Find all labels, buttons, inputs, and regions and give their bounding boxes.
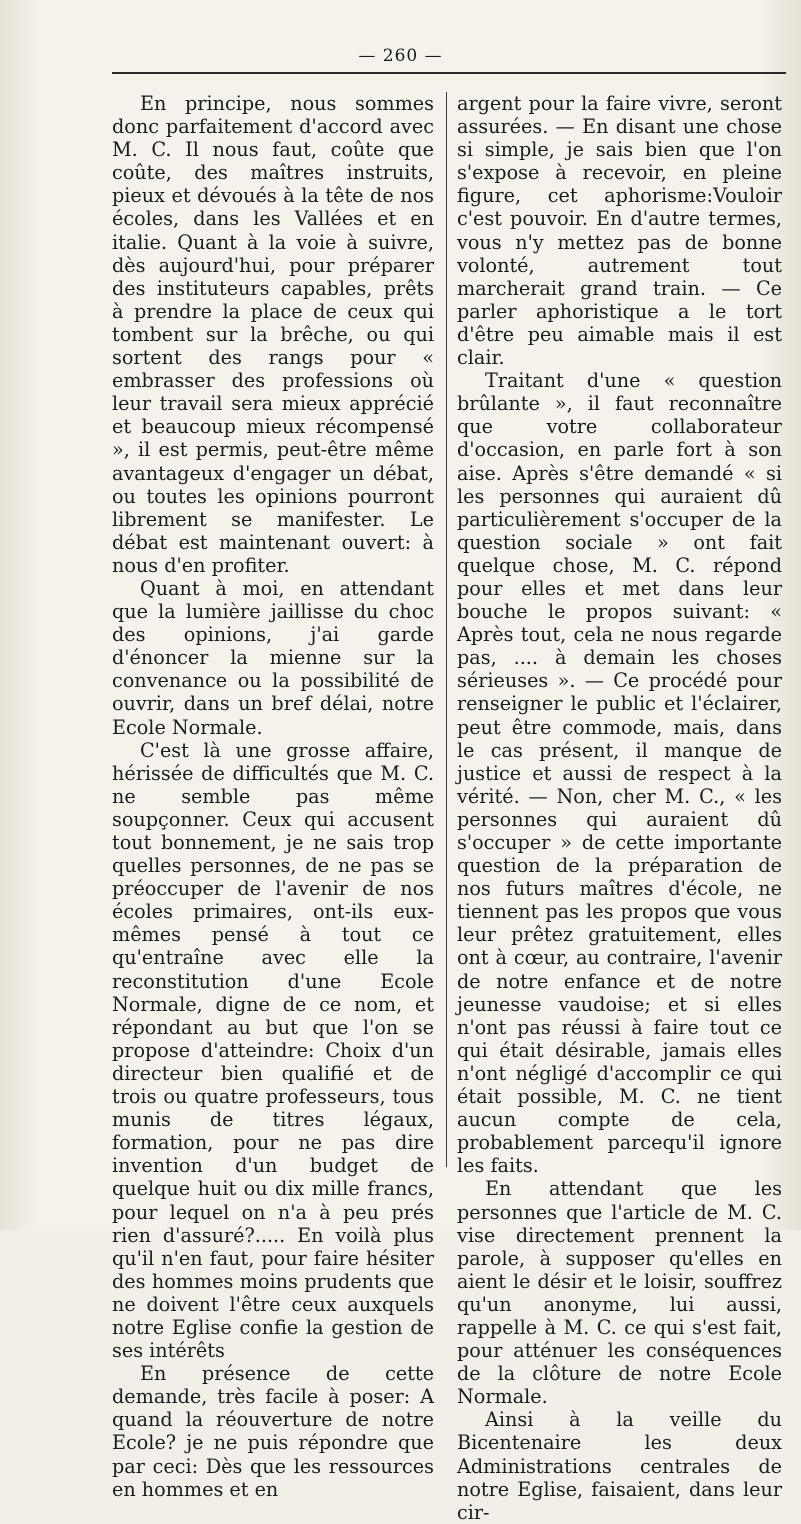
paragraph-continued: argent pour la faire vivre, seront assurées. — En disant une chose si simple, je sais bien que l'on s'expose à recevoir, en pleine figure, cet aphorisme:Vouloir c'est pouvoir. En d'autre termes, vous n'y mettez pas de bonne volonté, autrement tout marcherait grand train. — Ce parler aphoristique a le tort d'être peu aimable mais il est clair. <box>457 92 782 370</box>
paragraph: Ainsi à la veille du Bicentenaire les deux Administrations centrales de notre Eglise, faisaient, dans leur cir- <box>457 1408 782 1524</box>
paragraph: En présence de cette demande, très facile à poser: A quand la réouverture de notre Ecole? je ne puis répondre que par ceci: Dès que les ressources en hommes et en <box>112 1362 434 1501</box>
paragraph: Traitant d'une « question brûlante », il faut reconnaître que votre collaborateur d'occasion, en parle fort à son aise. Après s'être demandé « si les personnes qui auraient dû particulièrement s'occuper de la question sociale » ont fait quelque chose, M. C. répond pour elles et met dans leur bouche le propos suivant: « Après tout, cela ne nous regarde pas, .... à demain les choses sérieuses ». — Ce procédé pour renseigner le public et l'éclairer, peut être commode, mais, dans le cas présent, il manque de justice et aussi de respect à la vérité. — Non, cher M. C., « les personnes qui auraient dû s'occuper » de cette importante question de la préparation de nos futurs maîtres d'école, ne tiennent pas les propos que vous leur prêtez gratuitement, elles ont à cœur, au contraire, l'avenir de notre enfance et de notre jeunesse vaudoise; et si elles n'ont pas réussi à faire tout ce qui était désirable, jamais elles n'ont négligé d'accomplir ce qui était possible, M. C. ne tient aucun compte de cela, probablement parcequ'il ignore les faits. <box>457 369 782 1178</box>
paragraph: Quant à moi, en attendant que la lumière jaillisse du choc des opinions, j'ai garde d'énoncer la mienne sur la convenance ou la possibilité de ouvrir, dans un bref délai, notre Ecole Normale. <box>112 576 434 739</box>
header-rule <box>112 72 786 74</box>
column-divider <box>446 92 447 1167</box>
paragraph: C'est là une grosse affaire, hérissée de difficultés que M. C. ne semble pas même soupçonner. Ceux qui accusent tout bonnement, je ne sais trop quelles personnes, de ne pas se préoccuper de l'avenir de nos écoles primaires, ont-ils eux-mêmes pensé à tout ce qu'entraîne avec elle la reconstitution d'une Ecole Normale, digne de ce nom, et répondant au but que l'on se propose d'atteindre: Choix d'un directeur bien qualifié et de trois ou quatre professeurs, tous munis de titres légaux, formation, pour ne pas dire invention d'un budget de quelque huit ou dix mille francs, pour lequel on n'a à peu prés rien d'assuré?..... En voilà plus qu'il n'en faut, pour faire hésiter des hommes moins prudents que ne doivent l'être ceux auxquels notre Eglise confie la gestion de ses intérêts <box>112 738 434 1363</box>
paragraph: En principe, nous sommes donc parfaitement d'accord avec M. C. Il nous faut, coûte que coûte, des maîtres instruits, pieux et dévoués à la tête de nos écoles, dans les Vallées et en italie. Quant à la voie à suivre, dès aujourd'hui, pour préparer des instituteurs capables, prêts à prendre la place de ceux qui tombent sur la brêche, ou qui sortent des rangs pour « embrasser des professions où leur travail sera mieux apprécié et beaucoup mieux récompensé », il est permis, peut-être même avantageux d'engager un débat, ou toutes les opinions pourront librement se manifester. Le débat est maintenant ouvert: à nous d'en profiter. <box>112 92 434 577</box>
paragraph: En attendant que les personnes que l'article de M. C. vise directement prennent la parole, à supposer qu'elles en aient le désir et le loisir, souffrez qu'un anonyme, lui aussi, rappelle à M. C. ce qui s'est fait, pour atténuer les conséquences de la clôture de notre Ecole Normale. <box>457 1177 782 1409</box>
right-column <box>457 92 782 1524</box>
page-number: — 260 — <box>358 46 443 66</box>
left-column <box>112 92 434 1501</box>
